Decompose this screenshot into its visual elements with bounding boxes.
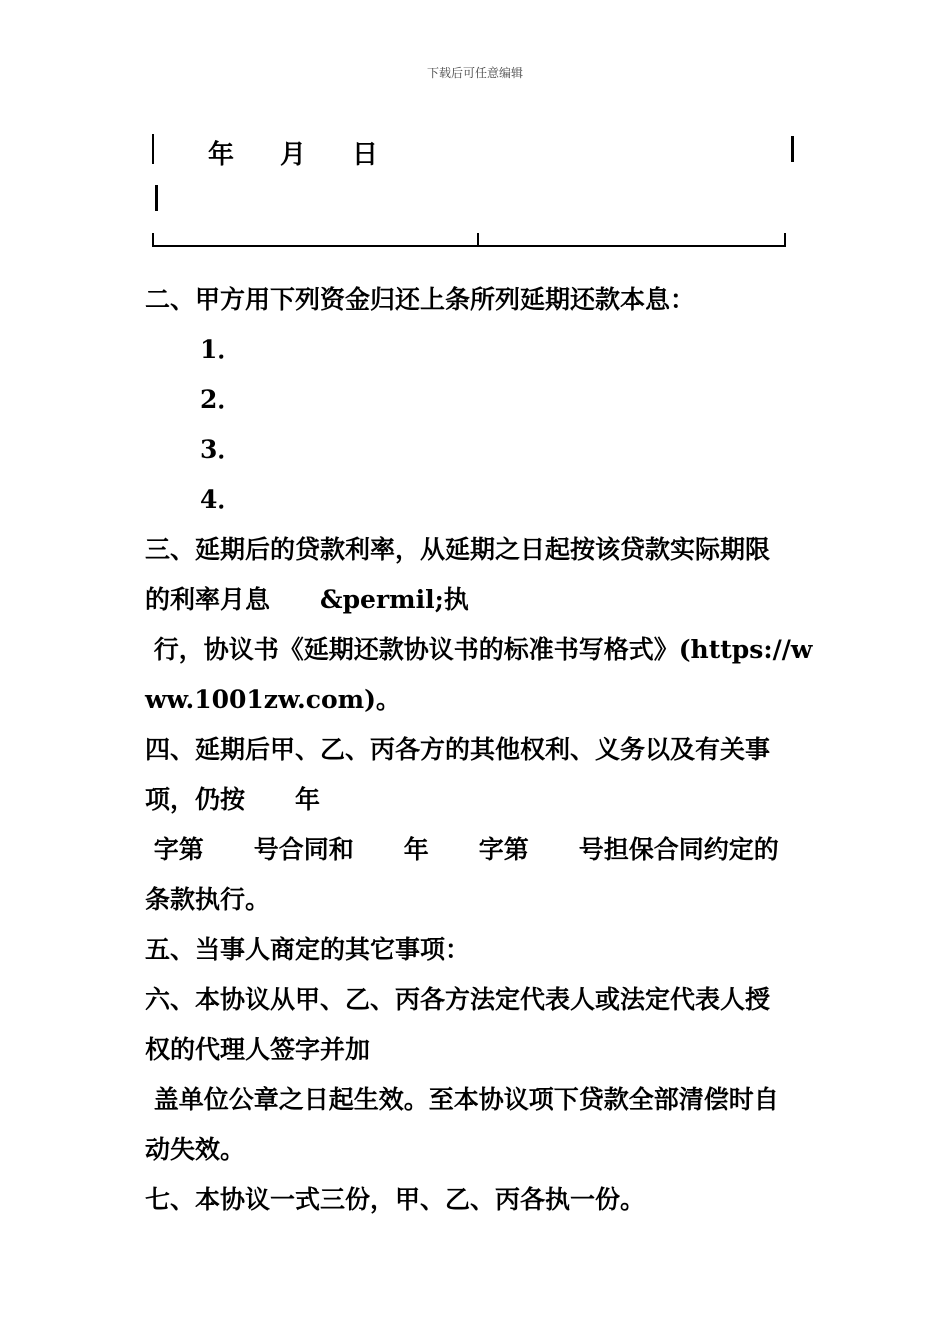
list-item-4: 4． (200, 485, 243, 514)
clause-3-line-2: 的利率月息 &permil;执 (145, 585, 469, 614)
page-header-note: 下载后可任意编辑 (426, 66, 523, 80)
clause-6-line-3: 盖单位公章之日起生效。至本协议项下贷款全部清偿时自 (145, 1085, 779, 1114)
clause-7: 七、本协议一式三份，甲、乙、丙各执一份。 (145, 1185, 646, 1214)
clause-6-line-4: 动失效。 (145, 1135, 246, 1164)
clause-4-line-3: 字第 号合同和 年 字第 号担保合同约定的 (145, 835, 779, 864)
year-label: 年 (208, 140, 235, 170)
clause-4-line-4: 条款执行。 (145, 885, 271, 914)
clause-3-line-4: ww.1001zw.com)。 (145, 685, 401, 714)
table-bottom-border (152, 245, 786, 247)
clause-3-line-1: 三、延期后的贷款利率，从延期之日起按该贷款实际期限 (145, 535, 771, 564)
table-right-border (791, 136, 794, 162)
table-left-border-row2 (155, 185, 158, 211)
date-table-row (150, 128, 796, 168)
table-left-border (152, 134, 154, 164)
clause-5: 五、当事人商定的其它事项： (145, 935, 471, 964)
clause-6-line-2: 权的代理人签字并加 (145, 1035, 371, 1064)
list-item-2: 2． (200, 385, 243, 414)
clause-3-line-3: 行，协议书《延期还款协议书的标准书写格式》(https://w (145, 635, 813, 664)
month-label: 月 (280, 140, 307, 170)
day-label: 日 (352, 140, 379, 170)
agreement-body (145, 275, 813, 1225)
clause-6-line-1: 六、本协议从甲、乙、丙各方法定代表人或法定代表人授 (145, 985, 771, 1014)
clause-2-heading: 二、甲方用下列资金归还上条所列延期还款本息： (145, 285, 696, 314)
list-item-1: 1． (200, 335, 243, 364)
clause-4-line-1: 四、延期后甲、乙、丙各方的其他权利、义务以及有关事 (145, 735, 771, 764)
clause-4-line-2: 项，仍按 年 (145, 785, 321, 814)
list-item-3: 3． (200, 435, 243, 464)
